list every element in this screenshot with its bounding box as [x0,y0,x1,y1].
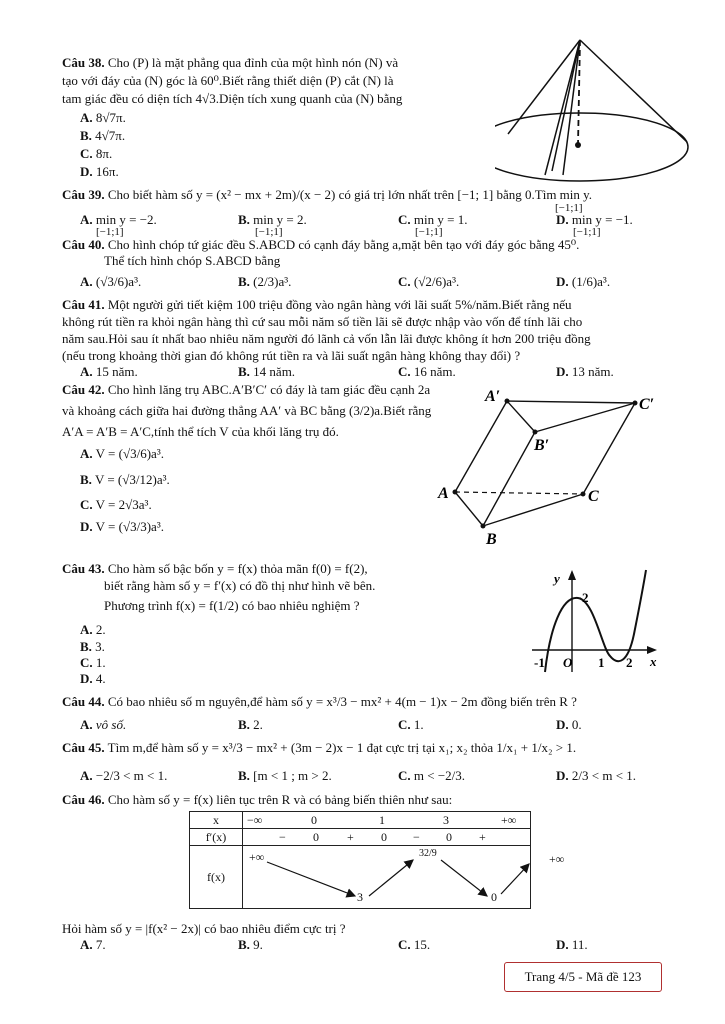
q45-choice-b[interactable]: B. [m < 1 ; m > 2. [238,768,332,783]
q43-line-2: biết rằng hàm số y = f′(x) có đồ thị như hình vẽ bên. [104,578,376,593]
q38-choice-b[interactable]: B. 4√7π. [80,128,126,143]
q40-choice-b[interactable]: B. (2/3)a³. [238,274,292,289]
q40-line-1: Câu 40. Cho hình chóp tứ giác đều S.ABCD có cạnh đáy bằng a,mặt bên tạo với đáy góc bằng 45⁰. [62,237,580,252]
q38-label: Câu 38. [62,55,105,70]
q44-text: Câu 44. Có bao nhiêu số m nguyên,để hàm số y = x³/3 − mx² + 4(m − 1)x − 2m đồng biến trên R ? [62,694,577,709]
q45-choice-d[interactable]: D. 2/3 < m < 1. [556,768,637,783]
prism-label-a: A [438,485,449,502]
q41-choice-d[interactable]: D. 13 năm. [556,364,614,379]
q38-line-2: tạo với đáy của (N) góc là 60⁰.Biết rằng thiết diện (P) cắt (N) là [62,73,394,88]
q40-choice-d[interactable]: D. (1/6)a³. [556,274,611,289]
q43-choice-a[interactable]: A. 2. [80,622,106,637]
q44-choice-d[interactable]: D. 0. [556,717,582,732]
q43-choice-d[interactable]: D. 4. [80,671,106,686]
q44-choice-b[interactable]: B. 2. [238,717,263,732]
q38-line-3: tam giác đều có diện tích 4√3.Diện tích xung quanh của (N) bằng [62,91,403,106]
graph-label-y: y [554,571,560,586]
q42-choice-b[interactable]: B. V = (√3/12)a³. [80,472,170,487]
q43-line-3: Phương trình f(x) = f(1/2) có bao nhiêu nghiệm ? [104,598,360,613]
prism-label-c1: C′ [639,396,655,413]
q46-choice-c[interactable]: C. 15. [398,937,431,952]
q46-question: Hỏi hàm số y = |f(x² − 2x)| có bao nhiêu điểm cực trị ? [62,921,346,936]
q46-choice-d[interactable]: D. 11. [556,937,588,952]
q42-choice-d[interactable]: D. V = (√3/3)a³. [80,519,164,534]
q42-line-3: A′A = A′B = A′C,tính thể tích V của khối lăng trụ đó. [62,424,339,439]
q38-choice-d[interactable]: D. 16π. [80,164,119,179]
q44-choice-a[interactable]: A. vô số. [80,717,127,732]
q41-choice-c[interactable]: C. 16 năm. [398,364,456,379]
q41-line-1: Câu 41. Một người gửi tiết kiệm 100 triệu đồng vào ngân hàng với lãi suất 5%/năm.Biết rằng nếu [62,297,572,312]
bbt-x-row: −∞ 0 1 3 +∞ [243,812,531,829]
q43-choice-b[interactable]: B. 3. [80,639,105,654]
q42-choice-c[interactable]: C. V = 2√3a³. [80,497,152,512]
prism-label-b: B [486,531,497,548]
q39-choice-c[interactable]: C. min y = 1. [398,212,468,227]
q39-d-sub: [−1;1] [573,226,601,238]
prism-figure [435,387,665,552]
bbt-x-head: x [190,812,243,829]
page-footer: Trang 4/5 - Mã đề 123 [504,962,662,992]
q38-choice-c[interactable]: C. 8π. [80,146,113,161]
prism-label-c: C [588,488,599,505]
q39-choice-b[interactable]: B. min y = 2. [238,212,307,227]
graph-label-o: O [563,655,573,670]
q44-choice-c[interactable]: C. 1. [398,717,424,732]
graph-label-2: 2 [626,655,633,670]
q41-line-3: năm sau.Hỏi sau ít nhất bao nhiêu năm người đó lãnh cả vốn lẫn lãi được không ít hơn 200 triệu đồng [62,331,591,346]
q40-choice-c[interactable]: C. (√2/6)a³. [398,274,460,289]
q41-choice-a[interactable]: A. 15 năm. [80,364,138,379]
q39-text: Câu 39. Cho biết hàm số y = (x² − mx + 2m)/(x − 2) có giá trị lớn nhất trên [−1; 1] bằng 0.Tìm min y. [62,187,593,202]
q39-choice-d[interactable]: D. min y = −1. [556,212,633,227]
q39-a-sub: [−1;1] [96,226,124,238]
prism-label-b1: B′ [534,437,550,454]
graph-label-1: 1 [598,655,605,670]
q43-line-1: Câu 43. Cho hàm số bậc bốn y = f(x) thỏa mãn f(0) = f(2), [62,561,368,576]
q38-line-1: Câu 38. Cho (P) là mặt phẳng qua đỉnh của một hình nón (N) và [62,55,399,70]
bbt-d-head: f′(x) [190,829,243,846]
q42-line-2: và khoảng cách giữa hai đường thẳng AA′ và BC bằng (3/2)a.Biết rằng [62,403,432,418]
q43-choice-c[interactable]: C. 1. [80,655,106,670]
q45-text: Câu 45. Tìm m,để hàm số y = x³/3 − mx² + (3m − 2)x − 1 đạt cực trị tại x₁; x₂ thỏa 1/x₁ + 1/x₂ > 1. [62,740,577,755]
graph-label-x: x [650,654,657,669]
prism-label-a1: A′ [485,388,501,405]
q39-c-sub: [−1;1] [415,226,443,238]
cone-figure [495,30,695,195]
q46-choice-a[interactable]: A. 7. [80,937,106,952]
q41-choice-b[interactable]: B. 14 năm. [238,364,296,379]
derivative-graph [530,568,660,674]
q46-choice-b[interactable]: B. 9. [238,937,263,952]
q45-choice-c[interactable]: C. m < −2/3. [398,768,466,783]
q45-choice-a[interactable]: A. −2/3 < m < 1. [80,768,168,783]
graph-label-m1: -1 [534,655,545,670]
q40-line-2: Thể tích hình chóp S.ABCD bằng [104,253,281,268]
q39-b-sub: [−1;1] [255,226,283,238]
q41-line-4: (nếu trong khoảng thời gian đó không rút tiền ra và lãi suất ngân hàng không thay đổi) ? [62,348,521,363]
q46-text: Câu 46. Cho hàm số y = f(x) liên tục trên R và có bảng biến thiên như sau: [62,792,453,807]
q42-line-1: Câu 42. Cho hình lăng trụ ABC.A′B′C′ có đáy là tam giác đều cạnh 2a [62,382,431,397]
q40-choice-a[interactable]: A. (√3/6)a³. [80,274,142,289]
q41-line-2: không rút tiền ra khỏi ngân hàng thì cứ sau mỗi năm số tiền lãi sẽ được nhập vào vốn để tính lãi cho [62,314,583,329]
q38-choice-a[interactable]: A. 8√7π. [80,110,126,125]
graph-label-2y: 2 [582,590,589,605]
q42-choice-a[interactable]: A. V = (√3/6)a³. [80,446,164,461]
bbt-f-row: +∞ 3 32/9 0 +∞ [243,846,531,909]
bbt-d-row: − 0 + 0 − 0 + [243,829,531,846]
q39-choice-a[interactable]: A. min y = −2. [80,212,157,227]
variation-table [189,811,565,909]
bbt-f-head: f(x) [190,846,243,909]
q39-subscript: [−1;1] [555,202,583,214]
